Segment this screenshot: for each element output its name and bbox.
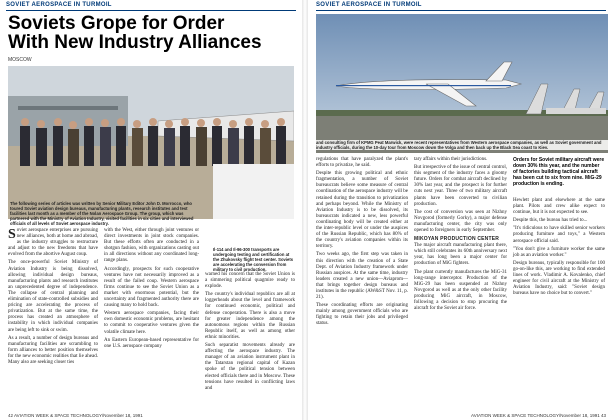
left-page (0, 0, 300, 420)
subhead: MIKOYAN PRODUCTION CENTER (414, 236, 500, 243)
paragraph: Despite this, the bureau has tried to... (513, 218, 588, 224)
headline-line-1: Soviets Grope for Order (8, 13, 225, 34)
paragraph: Accordingly, prospects for such cooperative ventures have not necessarily improved as a result of the failed coup. Western aerospace firms continue to see the Soviet Union as a market with enormous potential, but the uncertainty and fragmented authority there are causing many to hold back. (104, 266, 199, 309)
pull-quote: Orders for Soviet military aircraft were down 30% this year, and the number of factories building tactical aircraft has been cut to six from nine. MiG-29 production is ending. (513, 157, 605, 188)
paragraph: regulations that have paralyzed the plant's efforts to privatize, he said. (316, 157, 408, 169)
paragraph: As a result, a number of design bureaus and manufacturing facilities are scrambling to form alliances to better position themselves for the new economic realities that lie ahead. Many also are seeking closer ties (8, 335, 98, 365)
right-page (310, 0, 610, 420)
section-rule (6, 10, 296, 11)
paragraph: Two weeks ago, the first step was taken in this direction with the creation of a State Dept. of Aviation Industry framework under Russian auspices. At the same time, industry leaders created a new union—Aviaprom—that brings together design bureaus and institutes in the republic (AW&ST Nov. 11, p. 21). (316, 252, 408, 301)
paragraph: with the West, either through joint ventures or direct investments in joint stock companies. But these efforts often are conducted in a shotgun fashion, with organizations casting out in all directions without any coordinated long-range plans. (104, 228, 199, 264)
paragraph: "It's ridiculous to have skilled senior workers producing furniture and toys," a Western aerospace official said. (513, 226, 605, 244)
inset-caption: Il-114 and Il-96-300 transports are undergoing testing and certification at the Zhukovsky flight test center. Soviets are accelerating the conversion from military to civil production. (213, 247, 294, 273)
paragraph: The major aircraft manufacturing plant there, which still celebrates its 60th anniversary next year, has long been a major center for production of MiG fighters. (414, 243, 507, 267)
paragraph: But irrespective of the issue of central control, this segment of the industry faces a gloomy future. Orders for combat aircraft declined by 30% last year, and the prospect is for further cuts next year. Three of two military aircraft plants have been converted to civilian production. (414, 165, 507, 207)
section-label: SOVIET AEROSPACE IN TURMOIL (316, 2, 422, 8)
paragraph: Despite this growing political and ethnic fragmentation, a number of Soviet bureaucrats believe some measure of central coordination of the aerospace industry will be retained during the transition to privatization and perhaps beyond. While the Ministry of Aviation Industry is to be dissolved, its bureaucrats indicated a new, less powerful coordinating body will be created either at the inter-republic level or under the auspices of the Russian Republic, which has 80% of the country's aviation companies within its territory. (316, 171, 408, 250)
paragraph: Hewlett plant and elsewhere at the same plant. Pilots and crew alike expect to continue, but it is not expected to see. (513, 198, 605, 216)
body-column-1 (8, 228, 98, 368)
paragraph: oviet aerospace enterprises are pursuing new alliances, both at home and abroad, as the industry struggles to restructure and adjust to the new freedoms that have evolved from the abortive August coup. (8, 228, 98, 258)
section-label: SOVIET AEROSPACE IN TURMOIL (6, 2, 112, 8)
photo-caption-cont: and consulting firm of KPMG Peat Marwick, were recent representatives from Western aerospace companies, as well as Soviet government and industry officials, during the 10-day tour from Moscow down the Volga and then back up the Black Sea coast to Kiev. (316, 140, 608, 150)
dateline: MOSCOW (8, 57, 32, 63)
paragraph: The cost of conversion was seen at Nizhny Novgorod (formerly Gorky), a major defense manufacturing center, the city was only opened to foreigners in early September. (414, 209, 507, 234)
paragraph: Design bureaus, typically responsible for 100 go-on-like this, are working to find extended lines of work. Vladimir A. Kovalenko, chief engineer for civil aircraft at the Ministry of Aviation Industry, said: "Soviet design bureaus have no choice but to convert." (513, 260, 605, 297)
paragraph: Such separatist movements already are affecting the aerospace industry. The manager of an aviation instrument plant in the Tatarstan regional capital of Kazan spoke of the political tension between elected officials there and in Moscow. These tensions have resulted in conflicting laws and (205, 343, 295, 391)
paragraph: The plant currently manufactures the MiG-31 long-range interceptor. Production of the MiG-29 has been suspended at Nizhny Novgorod as well as at the only other facility producing MiG aircraft, in Moscow, following a decision to stop procuring the aircraft for the Soviet air force. (414, 269, 507, 312)
page-footer: 42 AVIATION WEEK & SPACE TECHNOLOGY/November 18, 1991 (8, 413, 143, 418)
body-column-2 (104, 228, 199, 352)
aircraft-photo (316, 14, 608, 153)
photo-caption: The following series of articles was written by Senior Military Editor John D. Morrocco, who toured Soviet aviation design bureaus, manufacturing plants, research institutes and test facilities last month as a member of the Nolan Aerospace Group. The group, which was partnered with the Ministry of Aviation Industry, visited facilities in six cities and interviewed officials of all levels of Soviet aerospace industry. (10, 201, 194, 227)
body-column-3 (205, 272, 295, 394)
body-column-1 (316, 157, 408, 330)
page-footer: AVIATION WEEK & SPACE TECHNOLOGY/November 18, 1991 43 (471, 413, 606, 418)
gutter (302, 0, 308, 420)
paragraph: An Eastern European-based representative for one U.S. aerospace company (104, 337, 199, 349)
section-rule (316, 10, 606, 11)
body-column-3 (513, 198, 605, 299)
paragraph: These coordinating efforts are originating mainly among government officials who are fighting to retain their jobs and privileged status. (316, 303, 408, 327)
body-column-2 (414, 157, 507, 314)
headline (8, 14, 296, 52)
paragraph: warned his concern that the Soviet Union is a simmering political quagmire ready to explode. (205, 272, 295, 290)
paragraph: tary affairs within their jurisdictions. (414, 157, 488, 162)
paragraph: The once-powerful Soviet Ministry of Aviation Industry is being dissolved, allowing individual design bureaus, manufacturing plants and research institutes an unprecedented degree of independence. The collapse of central planning and elimination of state-controlled subsidies and pricing are accelerating the process of privatization. But at the same time, the process has created an atmosphere of instability in which individual companies are being left to sink or swim. (8, 260, 98, 333)
paragraph: "You don't give a furniture worker the same job as an aviation worker." (513, 246, 605, 258)
headline-line-2: With New Industry Alliances (8, 32, 262, 53)
paragraph: The country's individual republics are all at loggerheads about the level and framework for continued economic, political and defense cooperation. There is also a move for greater independence among the autonomous regions within the Russian Republic itself, as well as among other ethnic minorities. (205, 292, 295, 340)
group-photo (8, 66, 294, 219)
paragraph: Western aerospace companies, facing their own domestic economic problems, are hesitant to commit to cooperative ventures given the volatile climate here. (104, 311, 199, 335)
drop-cap: S (8, 227, 16, 242)
